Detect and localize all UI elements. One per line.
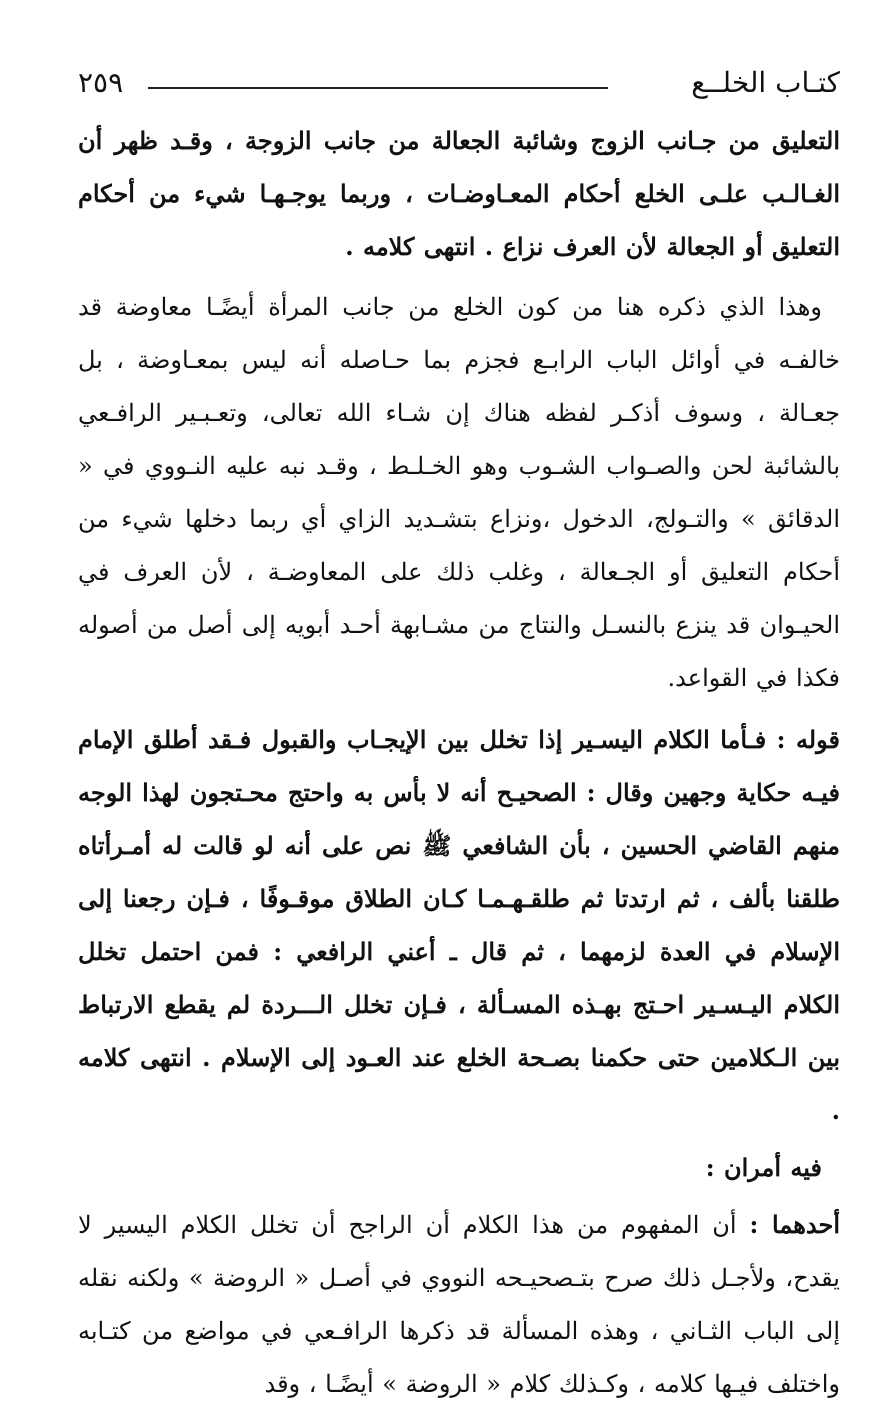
book-page [78,60,840,1411]
paragraph-quoted-statement: التعليق من جـانب الزوج وشائبة الجعالة من جانب الزوجة ، وقـد ظهر أن الغـالـب علـى الخلع أحكام المعـاوضـات ، وربما يوجـهـا شيء من أحكام التعليق أو الجعالة لأن العرف نزاع . انتهى كلامه . [78,126,840,261]
paragraph-quoted-statement: قوله : فـأما الكلام اليسـير إذا تخلل بين الإيجـاب والقبول فـقد أطلق الإمام فيـه حكاية وجهين وقال : الصحيـح أنه لا بأس به واحتج محـتجون لهذا الوجه منهم القاضي الحسين ، بأن الشافعي ﷺ نص على أنه لو قالت له أمـرأتاه طلقنا بألف ، ثم ارتدتا ثم طلقـهـمـا كـان الطلاق موقـوفًا ، فـإن رجعنا إلى الإسلام في العدة لزمهما ، ثم قال ـ أعني الرافعي : فمن احتمل تخلل الكلام اليـسـير احـتج بهـذه المسـألة ، فـإن تخلل الـــردة لم يقطع الارتباط بين الـكلامين حتى حكمنا بصـحة الخلع عند العـود إلى الإسلام . انتهى كلامه . [78,725,841,1125]
first-matter-text: أن المفهوم من هذا الكلام أن الراجح أن تخلل الكلام اليسير لا يقدح، ولأجـل ذلك صرح بتـصحيـحه النووي في أصـل « الروضة » ولكنه نقله إلى الباب الثـاني ، وهذه المسألة قد ذكرها الرافـعي في مواضع من كتـابه واختلف فيـها كلامه ، وكـذلك كلام « الروضة » أيضًـا ، وقد [78,1211,840,1398]
paragraph-commentary: وهذا الذي ذكره هنا من كون الخلع من جانب المرأة أيضًـا معاوضة قد خالفـه في أوائل الباب الرابـع فجزم بما حـاصله أنه ليس بمعـاوضة ، بل جعـالة ، وسوف أذكـر لفظه هناك إن شـاء الله تعالى، وتعـبـير الرافـعي بالشائبة لحن والصـواب الشـوب وهو الخـلـط ، وقـد نبه عليه النـووي في « الدقائق » والتـولج، الدخول ،ونزاع بتشـديد الزاي أي ربما دخلها شيء من أحكام التعليق أو الجـعالة ، وغلب ذلك على المعاوضـة ، لأن العرف في الحيـوان قد ينزع بالنسـل والنتاج من مشـابهة أحـد أبويه إلى أصل من أصوله فكذا في القواعد. [78,293,840,692]
running-title: كتـاب الخلــع [691,66,840,99]
first-matter-lead: أحدهما : [749,1210,840,1239]
paragraph-first-matter [78,1198,840,1411]
paragraph-subheading: فيه أمران : [705,1153,822,1182]
header-rule [148,87,608,89]
page-number: ٢٥٩ [78,66,124,99]
running-header [78,60,840,106]
